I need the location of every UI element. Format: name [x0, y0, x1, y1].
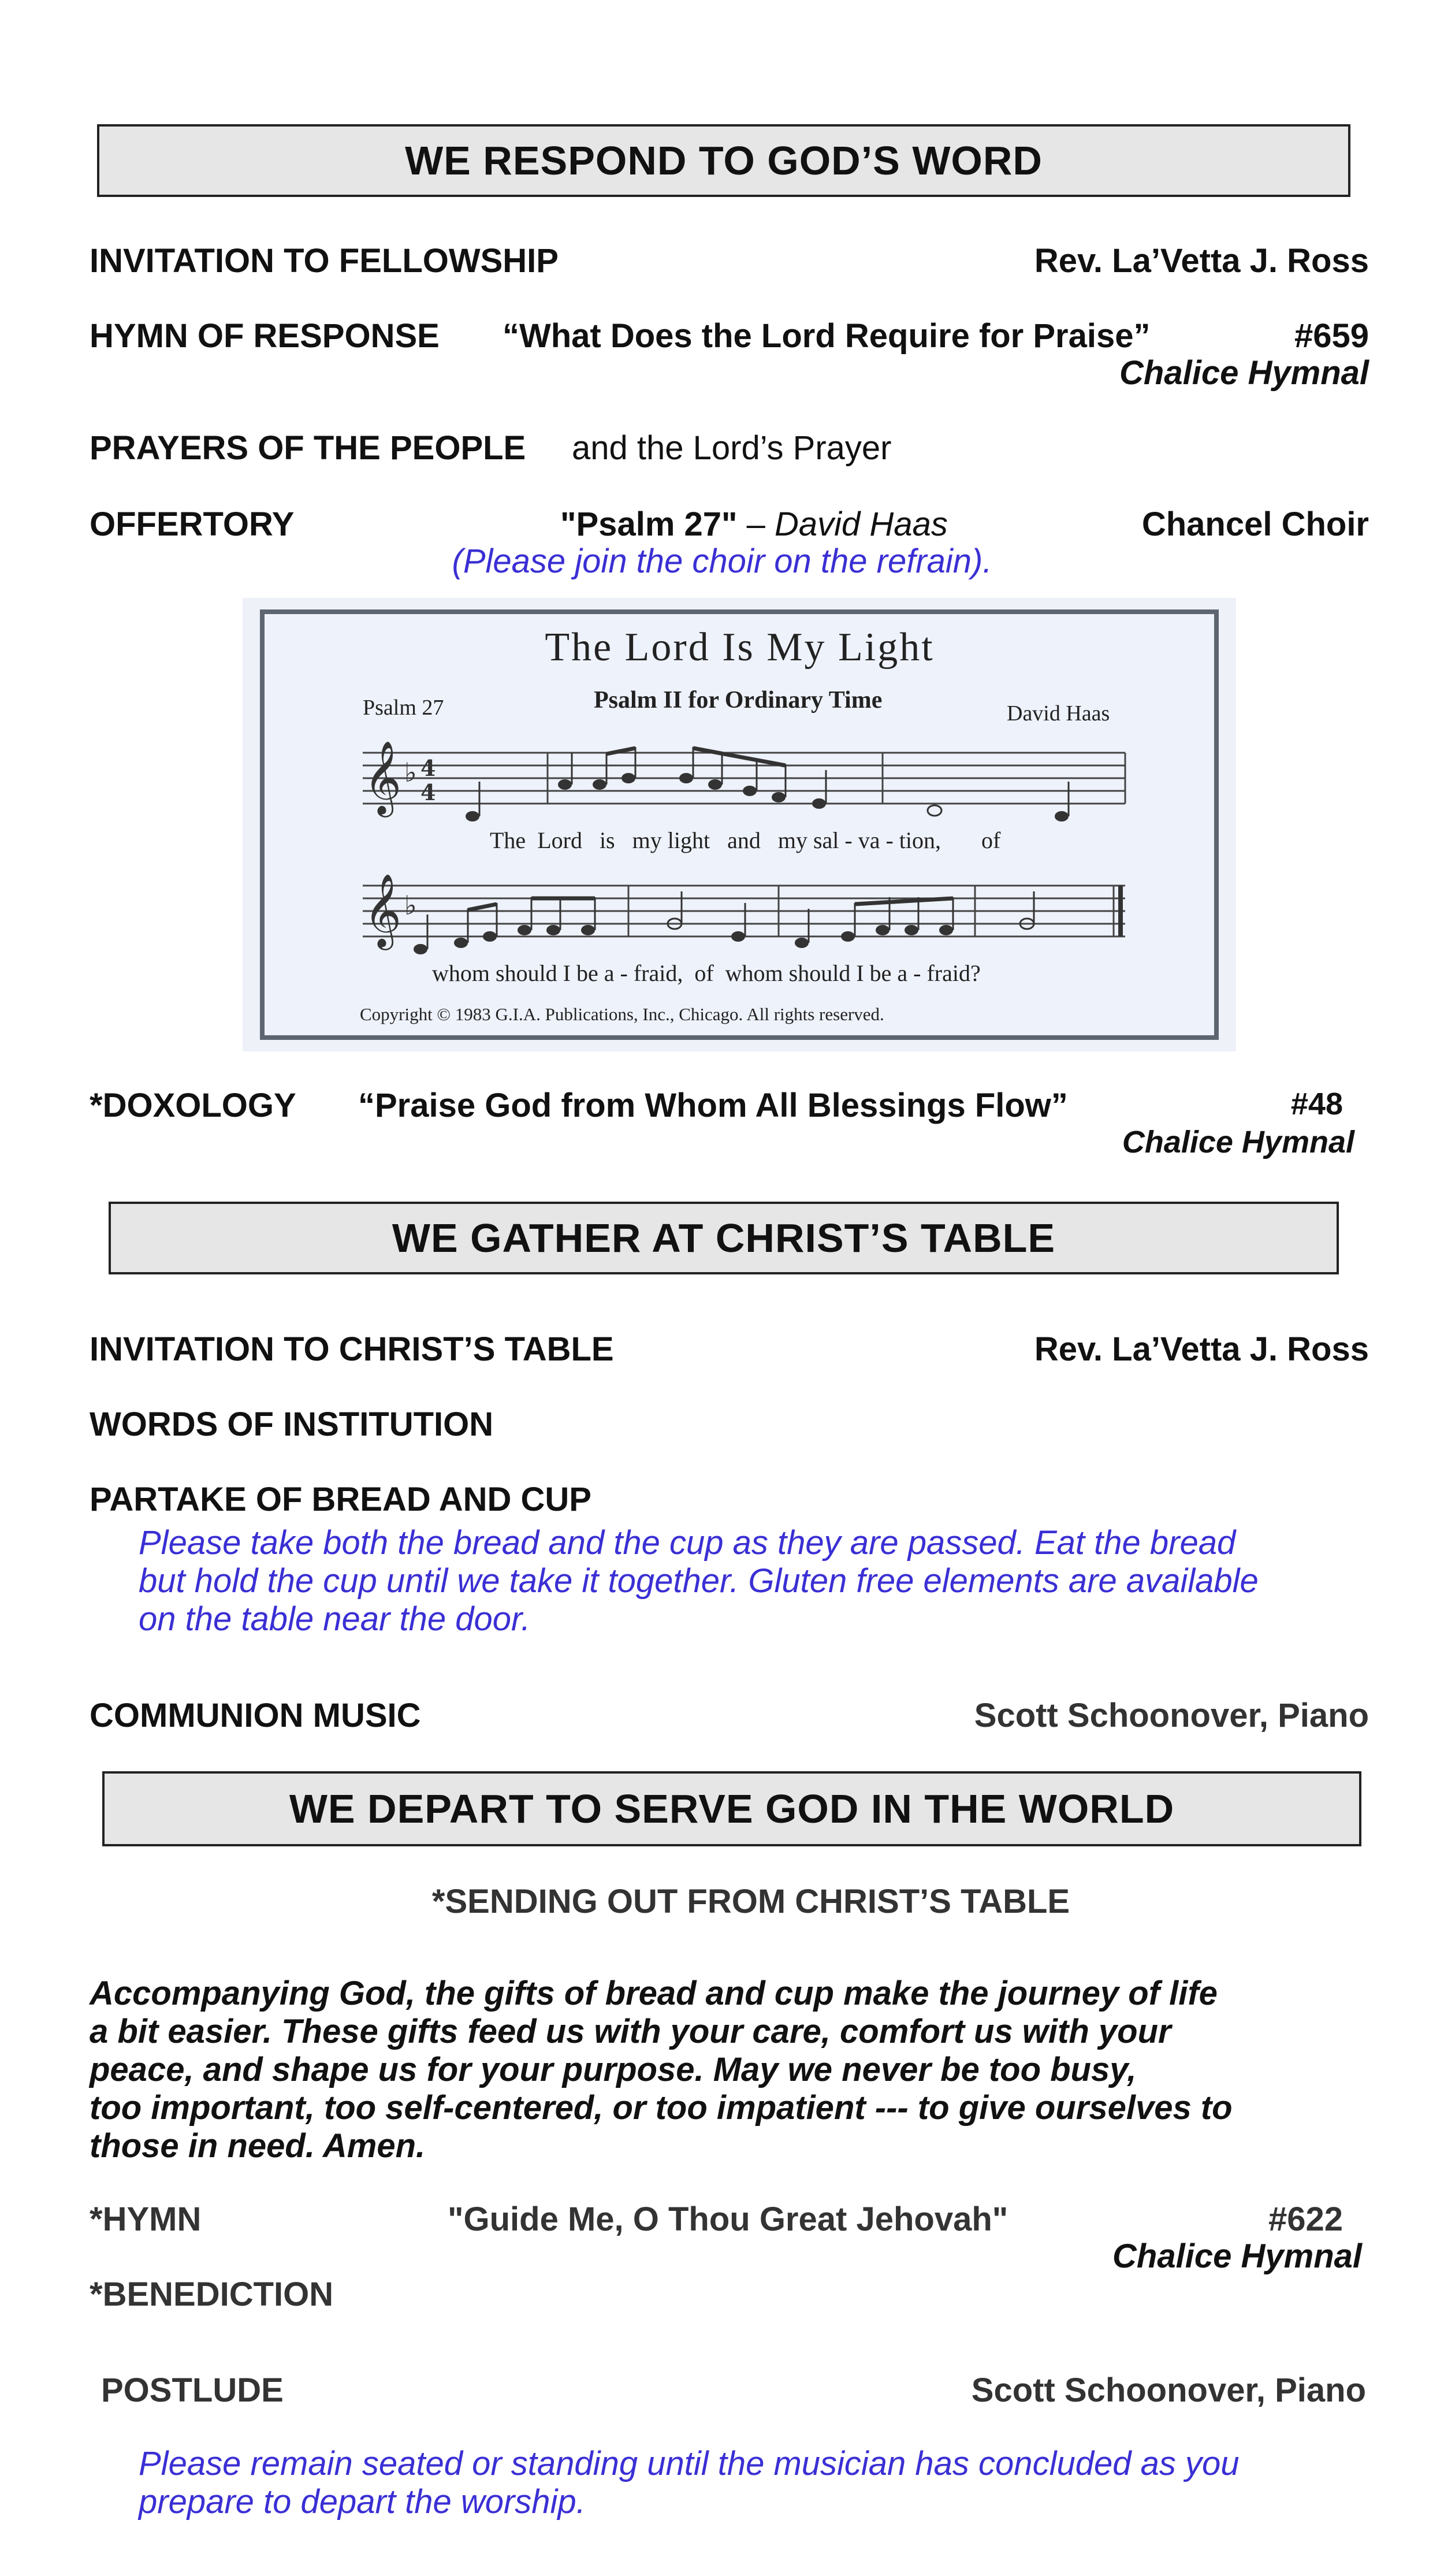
music-copyright: Copyright © 1983 G.I.A. Publications, Inc., Chicago. All rights reserved. — [360, 1004, 884, 1024]
postlude-label: POSTLUDE — [101, 2371, 284, 2409]
words-institution-row — [90, 1405, 1369, 1451]
offertory-note: (Please join the choir on the refrain). — [452, 542, 992, 580]
hymn-response-title: “What Does the Lord Require for Praise” — [503, 317, 1151, 355]
offertory-dash: – — [746, 505, 765, 543]
partake-label: PARTAKE OF BREAD AND CUP — [90, 1481, 591, 1518]
communion-row — [90, 1696, 1369, 1742]
partake-instructions-line: Please take both the bread and the cup as they are passed. Eat the bread — [139, 1524, 1236, 1562]
music-lyrics-line1: The Lord is my light and my sal - va - tion, of — [490, 827, 1001, 853]
partake-instructions — [139, 1524, 1259, 1638]
sending-prayer-line: Accompanying God, the gifts of bread and cup make the journey of life — [90, 1975, 1218, 2012]
svg-text:4: 4 — [420, 779, 436, 805]
section-banner-respond: WE RESPOND TO GOD’S WORD — [97, 124, 1350, 197]
hymn-response-book: Chalice Hymnal — [1119, 354, 1369, 392]
music-title: The Lord Is My Light — [545, 625, 935, 670]
svg-text:4: 4 — [420, 755, 436, 781]
prayers-suffix: and the Lord’s Prayer — [572, 429, 892, 467]
offertory-title: "Psalm 27" — [560, 505, 738, 543]
offertory-composer: David Haas — [775, 505, 948, 543]
prayers-row — [90, 429, 1369, 475]
doxology-label: *DOXOLOGY — [90, 1087, 296, 1124]
offertory-label: OFFERTORY — [90, 505, 295, 543]
prayers-label: PRAYERS OF THE PEOPLE — [90, 429, 526, 467]
sheet-music-border — [260, 609, 1219, 1040]
offertory-performer: Chancel Choir — [1141, 505, 1369, 543]
invitation-table-row — [90, 1330, 1369, 1376]
svg-text:𝄞: 𝄞 — [364, 873, 402, 947]
words-institution-label: WORDS OF INSTITUTION — [90, 1406, 494, 1443]
benediction-row — [90, 2275, 1369, 2321]
svg-text:𝄞: 𝄞 — [364, 740, 402, 814]
music-lyrics-line2: whom should I be a - fraid, of whom should I be a - fraid? — [432, 960, 981, 986]
doxology-book: Chalice Hymnal — [1122, 1125, 1354, 1159]
doxology-title: “Praise God from Whom All Blessings Flow” — [358, 1087, 1068, 1124]
sheet-music-image — [243, 598, 1236, 1051]
sending-prayer-line: too important, too self-centered, or too impatient --- to give ourselves to — [90, 2089, 1233, 2127]
hymn-number: #622 — [1268, 2200, 1343, 2238]
postlude-row — [90, 2371, 1369, 2417]
closing-note — [139, 2445, 1239, 2521]
section-banner-depart: WE DEPART TO SERVE GOD IN THE WORLD — [102, 1771, 1361, 1846]
closing-note-line: prepare to depart the worship. — [139, 2483, 586, 2521]
hymn-response-label: HYMN OF RESPONSE — [90, 317, 440, 355]
partake-instructions-line: on the table near the door. — [139, 1600, 531, 1638]
invitation-table-label: INVITATION TO CHRIST’S TABLE — [90, 1330, 614, 1368]
hymn-response-number: #659 — [1294, 317, 1369, 355]
hymn-response-book-row — [90, 354, 1369, 400]
sending-prayer-line: those in need. Amen. — [90, 2127, 426, 2165]
hymn-book: Chalice Hymnal — [1112, 2237, 1362, 2275]
benediction-label: *BENEDICTION — [90, 2276, 334, 2313]
hymn-label: *HYMN — [90, 2200, 202, 2238]
communion-performer: Scott Schoonover, Piano — [974, 1697, 1369, 1734]
sending-prayer-line: a bit easier. These gifts feed us with your care, comfort us with your — [90, 2013, 1171, 2050]
doxology-book-row — [90, 1124, 1369, 1170]
hymn-title: "Guide Me, O Thou Great Jehovah" — [448, 2200, 1008, 2238]
invitation-table-leader: Rev. La’Vetta J. Ross — [1034, 1330, 1369, 1368]
invitation-fellowship-label: INVITATION TO FELLOWSHIP — [90, 242, 559, 280]
music-psalm: Psalm 27 — [363, 696, 444, 720]
music-subtitle: Psalm II for Ordinary Time — [594, 687, 883, 713]
section-banner-gather: WE GATHER AT CHRIST’S TABLE — [109, 1202, 1339, 1274]
partake-instructions-line: but hold the cup until we take it together. Gluten free elements are available — [139, 1562, 1259, 1600]
doxology-number: #48 — [1290, 1087, 1343, 1121]
music-composer: David Haas — [1007, 701, 1110, 726]
closing-note-line: Please remain seated or standing until the musician has concluded as you — [139, 2445, 1240, 2482]
sending-prayer-line: peace, and shape us for your purpose. May we never be too busy, — [90, 2051, 1137, 2088]
svg-text:♭: ♭ — [404, 890, 417, 921]
svg-text:♭: ♭ — [404, 757, 417, 788]
postlude-performer: Scott Schoonover, Piano — [971, 2371, 1366, 2409]
partake-row — [90, 1480, 1369, 1526]
sending-out-heading: *SENDING OUT FROM CHRIST’S TABLE — [431, 1883, 1070, 1920]
communion-label: COMMUNION MUSIC — [90, 1697, 421, 1734]
sending-prayer — [90, 1975, 1233, 2165]
invitation-fellowship-leader: Rev. La’Vetta J. Ross — [1034, 242, 1369, 280]
invitation-fellowship-row — [90, 241, 1369, 288]
offertory-title-group — [560, 505, 948, 544]
